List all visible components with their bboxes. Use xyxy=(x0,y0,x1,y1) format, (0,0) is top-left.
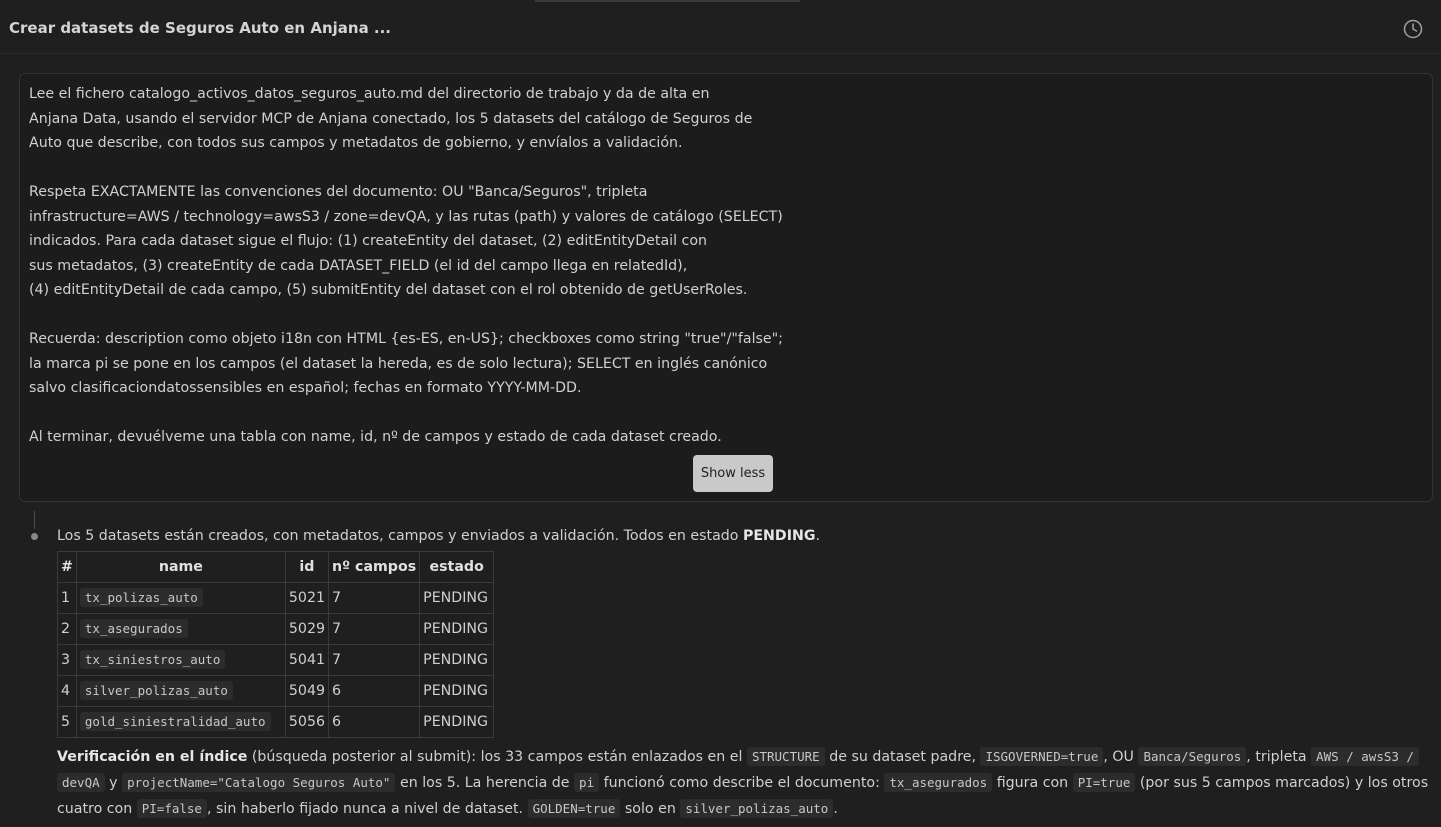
inline-code: PI=true xyxy=(1073,773,1136,792)
inline-code: tx_asegurados xyxy=(884,773,992,792)
column-header-num: # xyxy=(58,552,77,583)
summary-end: . xyxy=(815,528,821,544)
summary-status: PENDING xyxy=(742,528,816,544)
prompt-line: infrastructure=AWS / technology=awsS3 / zone=devQA, y las rutas (path) y valores de catálogo (SELECT) xyxy=(29,208,783,225)
cell-name xyxy=(76,583,285,614)
inline-code: PI=false xyxy=(137,799,207,818)
chat-title: Crear datasets de Seguros Auto en Anjana ... xyxy=(9,19,392,37)
prompt-line: Respeta EXACTAMENTE las convenciones del documento: OU "Banca/Seguros", tripleta xyxy=(29,184,648,200)
cell-name xyxy=(76,676,285,707)
user-prompt-text xyxy=(29,82,789,450)
prompt-line: Recuerda: description como objeto i18n con HTML {es-ES, en-US}; checkboxes como string "true"/"false"; xyxy=(29,331,783,347)
clock-history-icon[interactable] xyxy=(1401,17,1425,41)
inline-code: silver_polizas_auto xyxy=(680,799,833,818)
cell-name xyxy=(76,614,285,645)
inline-code: STRUCTURE xyxy=(747,747,825,766)
prompt-line: Al terminar, devuélveme una tabla con name, id, nº de campos y estado de cada dataset creado. xyxy=(29,429,722,445)
table-row xyxy=(58,676,494,707)
verif-text: (búsqueda posterior al submit): los 33 campos están enlazados en el xyxy=(247,749,747,765)
prompt-line: Auto que describe, con todos sus campos y metadatos de gobierno, y envíalos a validación. xyxy=(29,135,683,151)
inline-code: GOLDEN=true xyxy=(528,799,621,818)
cell-num: 5 xyxy=(58,707,77,738)
table-row xyxy=(58,645,494,676)
verif-text: de su dataset padre, xyxy=(824,749,981,765)
cell-estado: PENDING xyxy=(420,645,494,676)
cell-id: 5049 xyxy=(285,676,328,707)
table-header-row xyxy=(58,552,494,583)
column-header-campos: nº campos xyxy=(329,552,420,583)
user-prompt-box xyxy=(19,73,1433,502)
prompt-line: Anjana Data, usando el servidor MCP de Anjana conectado, los 5 datasets del catálogo de Seguros de xyxy=(29,110,753,127)
cell-name xyxy=(76,645,285,676)
prompt-line: sus metadatos, (3) createEntity de cada DATASET_FIELD (el id del campo llega en relatedId), xyxy=(29,257,688,274)
timeline-connector xyxy=(34,511,35,529)
verif-text: , sin haberlo fijado nunca a nivel de dataset. xyxy=(206,801,528,817)
inline-code: AWS / awsS3 / xyxy=(1311,747,1419,766)
cell-num: 1 xyxy=(58,583,77,614)
table-row xyxy=(58,707,494,738)
prompt-line: indicados. Para cada dataset sigue el flujo: (1) createEntity del dataset, (2) editEntityDetail con xyxy=(29,233,708,249)
table-row xyxy=(58,614,494,645)
dataset-name-code: tx_siniestros_auto xyxy=(80,650,225,669)
inline-code: ISGOVERNED=true xyxy=(980,747,1103,766)
verif-text: . xyxy=(833,801,838,817)
cell-estado: PENDING xyxy=(420,707,494,738)
dataset-name-code: gold_siniestralidad_auto xyxy=(80,712,271,731)
cell-estado: PENDING xyxy=(420,614,494,645)
cell-id: 5029 xyxy=(285,614,328,645)
verif-text: y xyxy=(104,775,123,791)
cell-id: 5056 xyxy=(285,707,328,738)
response-summary xyxy=(57,525,820,547)
verif-text: (por sus 5 campos marcados) y los otros cuatro con xyxy=(57,775,1429,817)
inline-code: pi xyxy=(574,773,599,792)
chat-header xyxy=(0,0,1441,54)
verification-paragraph xyxy=(57,744,1437,822)
cell-campos: 7 xyxy=(329,614,420,645)
inline-code: devQA xyxy=(57,773,105,792)
cell-campos: 6 xyxy=(329,676,420,707)
prompt-line: Lee el fichero catalogo_activos_datos_seguros_auto.md del directorio de trabajo y da de alta en xyxy=(29,86,710,102)
verif-text: , OU xyxy=(1103,749,1139,765)
cell-id: 5021 xyxy=(285,583,328,614)
verif-text: , tripleta xyxy=(1246,749,1312,765)
prompt-blank-line xyxy=(29,303,789,328)
dataset-name-code: silver_polizas_auto xyxy=(80,681,233,700)
verif-text: solo en xyxy=(620,801,681,817)
prompt-line: salvo clasificaciondatossensibles en español; fechas en formato YYYY-MM-DD. xyxy=(29,380,582,396)
dataset-name-code: tx_asegurados xyxy=(80,619,188,638)
table-row xyxy=(58,583,494,614)
summary-text: Los 5 datasets están creados, con metadatos, campos y enviados a validación. Todos en estado xyxy=(57,528,743,544)
column-header-estado: estado xyxy=(420,552,494,583)
cell-campos: 7 xyxy=(329,583,420,614)
prompt-line: la marca pi se pone en los campos (el dataset la hereda, es de solo lectura); SELECT en inglés canónico xyxy=(29,355,768,372)
cell-estado: PENDING xyxy=(420,583,494,614)
dataset-name-code: tx_polizas_auto xyxy=(80,588,203,607)
cell-campos: 7 xyxy=(329,645,420,676)
verif-text: en los 5. La herencia de xyxy=(395,775,575,791)
show-less-button[interactable]: Show less xyxy=(693,455,773,492)
cell-estado: PENDING xyxy=(420,676,494,707)
prompt-blank-line xyxy=(29,401,789,426)
cell-name xyxy=(76,707,285,738)
cell-campos: 6 xyxy=(329,707,420,738)
column-header-id: id xyxy=(285,552,328,583)
cell-id: 5041 xyxy=(285,645,328,676)
verification-title: Verificación en el índice xyxy=(57,749,248,765)
verif-text: figura con xyxy=(992,775,1073,791)
datasets-table xyxy=(57,551,494,738)
prompt-blank-line xyxy=(29,156,789,181)
column-header-name: name xyxy=(76,552,285,583)
cell-num: 4 xyxy=(58,676,77,707)
cell-num: 2 xyxy=(58,614,77,645)
verif-text: funcionó como describe el documento: xyxy=(599,775,885,791)
cell-num: 3 xyxy=(58,645,77,676)
timeline-bullet xyxy=(31,533,38,540)
prompt-line: (4) editEntityDetail de cada campo, (5) submitEntity del dataset con el rol obtenido de getUserRoles. xyxy=(29,282,748,298)
inline-code: projectName="Catalogo Seguros Auto" xyxy=(122,773,395,792)
inline-code: Banca/Seguros xyxy=(1138,747,1246,766)
